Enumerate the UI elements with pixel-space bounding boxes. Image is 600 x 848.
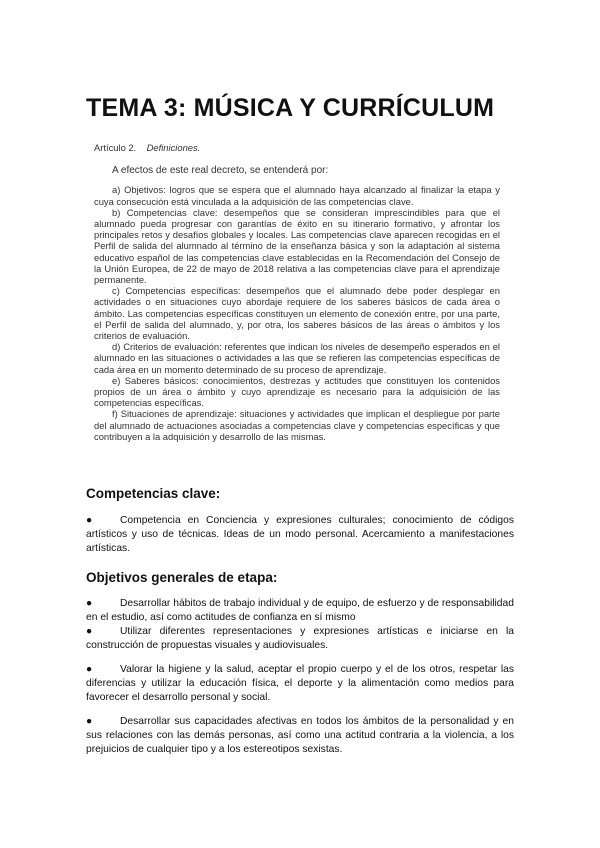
competencias-heading: Competencias clave: (86, 486, 221, 501)
list-item-text: Competencia en Conciencia y expresiones culturales; conocimiento de códigos artísticos y uso de técnicas. Ideas de un modo personal. Acercamiento a manifestaciones artísticas. (86, 515, 514, 554)
definition-item: e) Saberes básicos: conocimientos, destrezas y actitudes que constituyen los contenidos propios de un área o ámbito y cuyo aprendizaje es necesario para la adquisición de las competencias específicas. (94, 374, 500, 409)
list-item-text: Utilizar diferentes representaciones y expresiones artísticas e iniciarse en la construcción de propuestas visuales y audiovisuales. (86, 626, 514, 651)
definition-item: d) Criterios de evaluación: referentes que indican los niveles de desempeño esperados en el alumnado en las situaciones o actividades a las que se refieren las competencias específicas de cada área en un momento determinado de su proceso de aprendizaje. (94, 341, 500, 375)
list-item (86, 514, 514, 556)
definition-item: c) Competencias específicas: desempeños que el alumnado debe poder desplegar en actividades o en situaciones cuyo abordaje requiere de los saberes básicos de cada área o ámbito. Las competencias específicas constituyen un elemento de conexión entre, por una parte, el Perfil de salida del alumnado, y, por otra, los saberes básicos de las áreas o ámbitos y los criterios de evaluación. (94, 285, 500, 342)
bullet-icon: ● (86, 515, 93, 526)
article-number: Artículo 2. (94, 142, 137, 153)
bullet-icon: ● (86, 664, 93, 675)
bullet-icon: ● (86, 716, 93, 727)
article-intro: A efectos de este real decreto, se entenderá por: (112, 165, 329, 177)
article-title: Definiciones. (146, 142, 201, 153)
list-item-text: Valorar la higiene y la salud, aceptar el propio cuerpo y el de los otros, respetar las diferencias y utilizar la educación física, el deporte y la alimentación como medios para favorecer el desarrollo personal y social. (86, 664, 514, 703)
competencias-list (86, 514, 514, 556)
definition-item: f) Situaciones de aprendizaje: situaciones y actividades que implican el despliegue por parte del alumnado de actuaciones asociadas a competencias clave y competencias específicas y que contribuyen a la adquisición y desarrollo de las mismas. (94, 408, 500, 442)
list-item (86, 597, 514, 625)
objetivos-list (86, 597, 514, 757)
article-heading (94, 142, 500, 153)
list-item-text: Desarrollar hábitos de trabajo individual y de equipo, de esfuerzo y de responsabilidad en el estudio, así como actitudes de confianza en sí mismo (86, 598, 514, 623)
list-item-text: Desarrollar sus capacidades afectivas en todos los ámbitos de la personalidad y en sus relaciones con las demás personas, así como una actitud contraria a la violencia, a los prejuicios de cualquier tipo y a los estereotipos sexistas. (86, 716, 514, 755)
definition-item: a) Objetivos: logros que se espera que el alumnado haya alcanzado al finalizar la etapa y cuya consecución está vinculada a la adquisición de las competencias clave. (94, 184, 500, 207)
page-title: TEMA 3: MÚSICA Y CURRÍCULUM (86, 94, 495, 122)
list-item (86, 663, 514, 705)
list-item (86, 625, 514, 653)
list-item (86, 715, 514, 757)
bullet-icon: ● (86, 626, 93, 637)
legal-excerpt (94, 142, 500, 442)
definition-item: b) Competencias clave: desempeños que se consideran imprescindibles para que el alumnado pueda progresar con garantías de éxito en su itinerario formativo, y afrontar los principales retos y desafíos globales y locales. Las competencias clave aparecen recogidas en el Perfil de salida del alumnado al término de la enseñanza básica y son la adaptación al sistema educativo español de las competencias clave establecidas en la Recomendación del Consejo de la Unión Europea, de 22 de mayo de 2018 relativa a las competencias clave para el aprendizaje permanente. (94, 206, 500, 286)
bullet-icon: ● (86, 598, 93, 609)
objetivos-heading: Objetivos generales de etapa: (86, 570, 278, 585)
